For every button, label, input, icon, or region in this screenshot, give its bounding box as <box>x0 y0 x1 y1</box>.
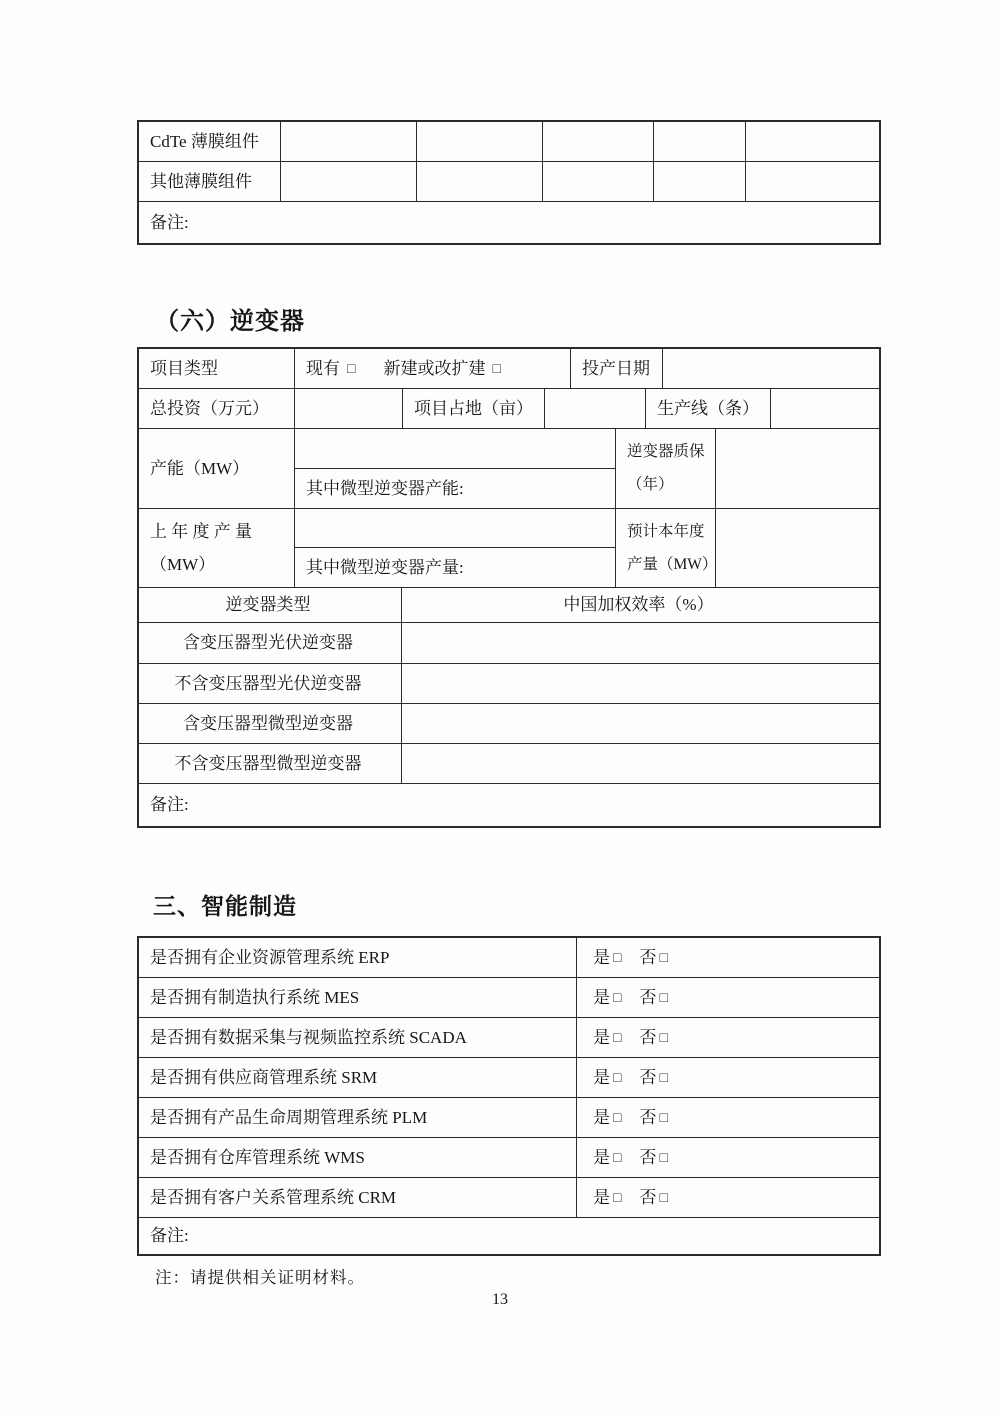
cell-type-pv-without-transformer <box>139 664 402 704</box>
smart-manufacturing-heading: 三、智能制造 <box>153 893 297 919</box>
inverter-table <box>137 347 881 828</box>
cell-answer-wms <box>577 1138 879 1178</box>
thin-film-remark-label: 备注: <box>150 212 189 232</box>
cell-inverter-remark <box>139 784 879 826</box>
option-existing-label: 现有 <box>306 358 340 378</box>
type-pv-without-transformer-label: 不含变压器型光伏逆变器 <box>174 673 362 693</box>
cell-cdte-module-label <box>139 122 281 162</box>
cell-capacity-label <box>139 429 295 509</box>
yes-checkbox-icon: □ <box>613 1070 622 1086</box>
cell-efficiency-pv-without-transformer <box>402 664 879 704</box>
cell-other-module-label <box>139 162 281 202</box>
no-checkbox-icon: □ <box>659 1150 668 1166</box>
cell-answer-plm <box>577 1098 879 1138</box>
cell-other-value-4 <box>654 162 746 202</box>
cell-type-micro-with-transformer <box>139 704 402 744</box>
type-pv-with-transformer-label: 含变压器型光伏逆变器 <box>183 633 353 653</box>
cell-total-investment-value <box>295 389 403 429</box>
project-type-label: 项目类型 <box>150 358 218 378</box>
no-label: 否 <box>639 1027 657 1047</box>
cell-land-area-label <box>403 389 545 429</box>
cell-question-wms <box>139 1138 577 1178</box>
no-checkbox-icon: □ <box>659 990 668 1006</box>
question-crm-label: 是否拥有客户关系管理系统 CRM <box>150 1187 397 1207</box>
cell-question-crm <box>139 1178 577 1218</box>
cell-forecast-output-label <box>616 509 716 588</box>
cell-other-value-1 <box>281 162 417 202</box>
cell-thin-film-remark <box>139 202 879 243</box>
question-wms-label: 是否拥有仓库管理系统 WMS <box>150 1147 365 1167</box>
cell-question-scada <box>139 1018 577 1058</box>
cell-answer-srm <box>577 1058 879 1098</box>
cell-question-erp <box>139 938 577 978</box>
yes-label: 是 <box>593 1107 610 1127</box>
cell-micro-output-label <box>295 548 616 588</box>
yes-checkbox-icon: □ <box>613 1150 622 1166</box>
smart-manufacturing-table <box>137 936 881 1256</box>
no-checkbox-icon: □ <box>659 1030 668 1046</box>
yes-checkbox-icon: □ <box>613 1030 622 1046</box>
forecast-output-line2: 产量（MW） <box>627 555 718 573</box>
micro-capacity-label: 其中微型逆变器产能: <box>306 478 464 498</box>
micro-output-label: 其中微型逆变器产量: <box>306 557 464 577</box>
cell-cdte-value-3 <box>543 122 654 162</box>
cell-answer-mes <box>577 978 879 1018</box>
question-scada-label: 是否拥有数据采集与视频监控系统 SCADA <box>150 1027 467 1047</box>
thin-film-module-table <box>137 120 881 245</box>
cell-production-lines-value <box>771 389 879 429</box>
cell-land-area-value <box>545 389 646 429</box>
cell-production-date-label <box>571 349 663 389</box>
cell-efficiency-pv-with-transformer <box>402 623 879 664</box>
cell-question-plm <box>139 1098 577 1138</box>
cell-cdte-value-2 <box>417 122 543 162</box>
cell-production-lines-label <box>646 389 771 429</box>
yes-label: 是 <box>593 1187 610 1207</box>
question-srm-label: 是否拥有供应商管理系统 SRM <box>150 1067 378 1087</box>
no-label: 否 <box>639 1107 657 1127</box>
cell-warranty-value <box>716 429 879 509</box>
cell-answer-erp <box>577 938 879 978</box>
cell-micro-capacity-label <box>295 469 616 509</box>
cell-question-mes <box>139 978 577 1018</box>
cell-efficiency-header <box>402 588 879 623</box>
inverter-type-header: 逆变器类型 <box>225 595 311 615</box>
last-year-output-line1: 上 年 度 产 量 <box>150 521 252 541</box>
no-label: 否 <box>639 947 657 967</box>
cell-capacity-value <box>295 429 616 469</box>
cell-type-micro-without-transformer <box>139 744 402 784</box>
other-module-label: 其他薄膜组件 <box>150 171 252 191</box>
no-checkbox-icon: □ <box>659 1190 668 1206</box>
yes-checkbox-icon: □ <box>613 1190 622 1206</box>
yes-checkbox-icon: □ <box>613 1110 622 1126</box>
production-lines-label: 生产线（条） <box>657 398 759 418</box>
question-mes-label: 是否拥有制造执行系统 MES <box>150 987 360 1007</box>
yes-label: 是 <box>593 947 610 967</box>
efficiency-header: 中国加权效率（%） <box>563 595 714 615</box>
cell-other-value-5 <box>746 162 879 202</box>
option-new-label: 新建或改扩建 <box>383 358 486 378</box>
cdte-module-label: CdTe 薄膜组件 <box>150 131 259 151</box>
forecast-output-line1: 预计本年度 <box>627 523 705 541</box>
cell-production-date-value <box>663 349 879 389</box>
cell-question-srm <box>139 1058 577 1098</box>
cell-efficiency-micro-with-transformer <box>402 704 879 744</box>
land-area-label: 项目占地（亩） <box>414 398 533 418</box>
cell-warranty-label <box>616 429 716 509</box>
question-erp-label: 是否拥有企业资源管理系统 ERP <box>150 947 390 967</box>
cell-other-value-3 <box>543 162 654 202</box>
cell-cdte-value-5 <box>746 122 879 162</box>
cell-efficiency-micro-without-transformer <box>402 744 879 784</box>
footnote: 注：请提供相关证明材料。 <box>155 1268 365 1287</box>
no-checkbox-icon: □ <box>659 1110 668 1126</box>
inverter-remark-label: 备注: <box>150 795 189 815</box>
cell-answer-scada <box>577 1018 879 1058</box>
new-checkbox-icon: □ <box>492 361 501 377</box>
cell-other-value-2 <box>417 162 543 202</box>
cell-forecast-output-value <box>716 509 879 588</box>
inverter-section-heading: （六）逆变器 <box>155 309 305 335</box>
yes-label: 是 <box>593 1027 610 1047</box>
cell-type-pv-with-transformer <box>139 623 402 664</box>
cell-smart-remark <box>139 1218 879 1254</box>
no-label: 否 <box>639 987 657 1007</box>
warranty-label-line1: 逆变器质保 <box>627 443 705 461</box>
cell-total-investment-label <box>139 389 295 429</box>
smart-remark-label: 备注: <box>150 1226 189 1246</box>
cell-last-year-output-value <box>295 509 616 548</box>
last-year-output-line2: （MW） <box>150 554 216 574</box>
warranty-label-line2: （年） <box>627 476 674 494</box>
cell-last-year-output-label <box>139 509 295 588</box>
cell-inverter-type-header <box>139 588 402 623</box>
yes-label: 是 <box>593 987 610 1007</box>
existing-checkbox-icon: □ <box>347 361 356 377</box>
no-label: 否 <box>639 1147 657 1167</box>
yes-label: 是 <box>593 1067 610 1087</box>
yes-label: 是 <box>593 1147 610 1167</box>
cell-project-type-options <box>295 349 571 389</box>
cell-project-type-label <box>139 349 295 389</box>
type-micro-without-transformer-label: 不含变压器型微型逆变器 <box>174 753 362 773</box>
no-label: 否 <box>639 1067 657 1087</box>
cell-cdte-value-4 <box>654 122 746 162</box>
type-micro-with-transformer-label: 含变压器型微型逆变器 <box>183 713 353 733</box>
no-checkbox-icon: □ <box>659 950 668 966</box>
cell-answer-crm <box>577 1178 879 1218</box>
no-checkbox-icon: □ <box>659 1070 668 1086</box>
page-number: 13 <box>492 1291 508 1308</box>
no-label: 否 <box>639 1187 657 1207</box>
question-plm-label: 是否拥有产品生命周期管理系统 PLM <box>150 1107 428 1127</box>
yes-checkbox-icon: □ <box>613 950 622 966</box>
yes-checkbox-icon: □ <box>613 990 622 1006</box>
production-date-label: 投产日期 <box>582 358 650 378</box>
total-investment-label: 总投资（万元） <box>150 398 269 418</box>
cell-cdte-value-1 <box>281 122 417 162</box>
capacity-label: 产能（MW） <box>150 458 250 478</box>
